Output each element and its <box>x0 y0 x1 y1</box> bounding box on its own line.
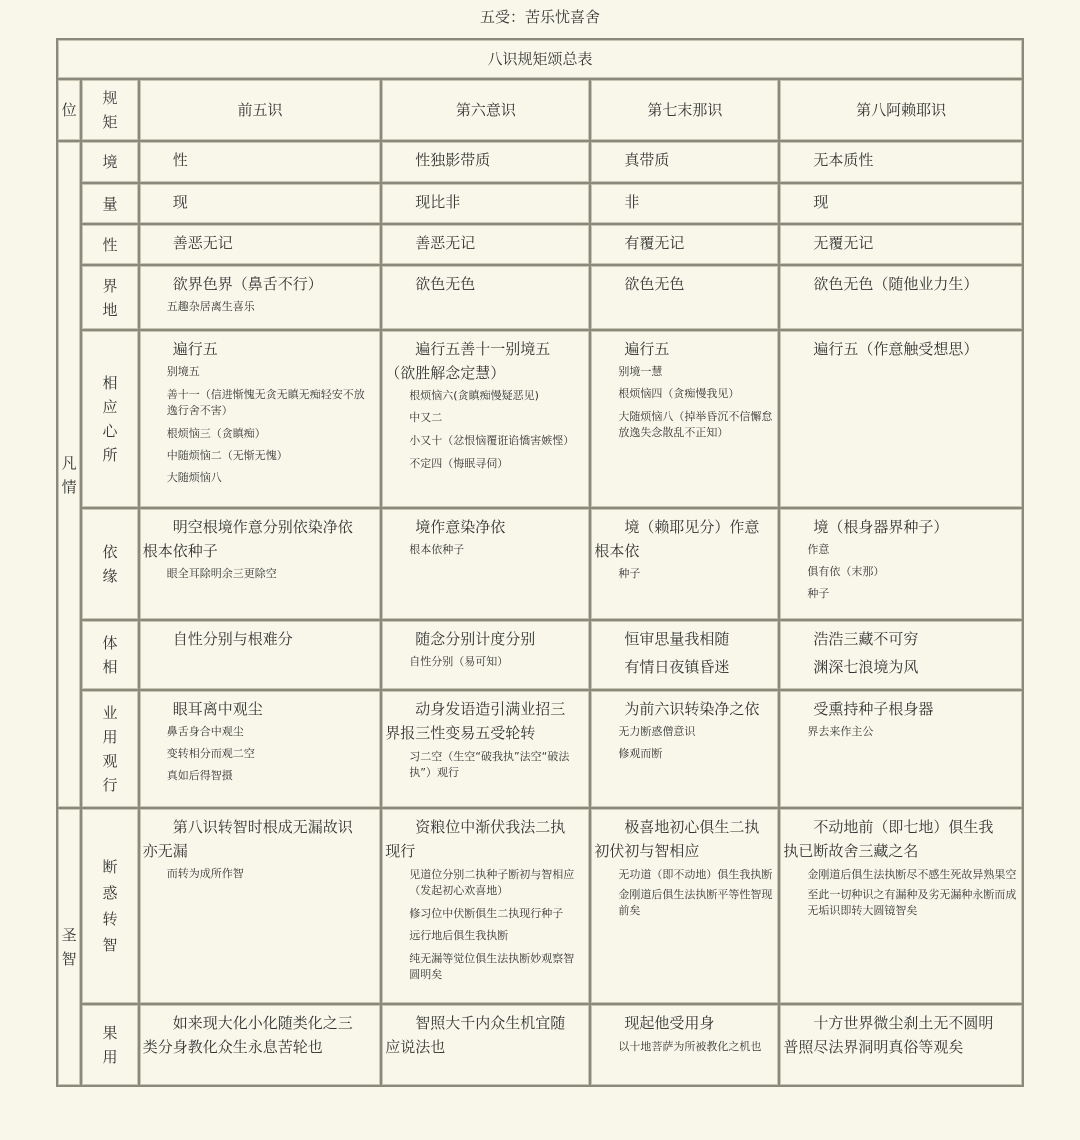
cell-guoyong-c4: 十方世界微尘刹土无不圆明 普照尽法界洞明真俗等观矣 <box>780 1005 1022 1085</box>
cell-yiyuan-c4: 境（根身器界种子） 作意 俱有依（末那） 种子 <box>780 509 1022 619</box>
eight-consciousness-table <box>56 38 1024 1087</box>
cell-jiedi-c2: 欲色无色 <box>382 266 589 329</box>
cell-xing-c3: 有覆无记 <box>591 225 778 264</box>
row-duanhuo <box>58 809 1022 1003</box>
cell-tixiang-c4: 浩浩三藏不可穷 渊深七浪境为风 <box>780 621 1022 689</box>
row-label-xiangying: 相应心所 <box>82 331 138 507</box>
cell-xing-c1: 善恶无记 <box>140 225 381 264</box>
cell-liang-c1: 现 <box>140 184 381 223</box>
header-first-five: 前五识 <box>140 80 381 140</box>
position-sheng: 圣智 <box>58 809 80 1085</box>
cell-jing-c3: 真带质 <box>591 142 778 182</box>
table-title: 八识规矩颂总表 <box>58 40 1022 78</box>
row-xiangying <box>58 331 1022 507</box>
row-label-jiedi: 界地 <box>82 266 138 329</box>
cell-yiyuan-c3: 境（赖耶见分）作意 根本依 种子 <box>591 509 778 619</box>
row-label-xing: 性 <box>82 225 138 264</box>
cell-duanhuo-c2: 资粮位中渐伏我法二执 现行 见道位分别二执种子断初与智相应（发起初心欢喜地） 修习位中伏断俱生二执现行种子 远行地后俱生我执断 纯无漏等觉位俱生法执断妙观察智圆明矣 <box>382 809 589 1003</box>
cell-jing-c1: 性 <box>140 142 381 182</box>
header-position: 位 <box>58 80 80 140</box>
cell-jiedi-c4: 欲色无色（随他业力生） <box>780 266 1022 329</box>
cell-jing-c4: 无本质性 <box>780 142 1022 182</box>
cell-tixiang-c2: 随念分别计度分别 自性分别（易可知） <box>382 621 589 689</box>
cell-yeyong-c1: 眼耳离中观尘 鼻舌身合中观尘 变转相分而观二空 真如后得智摄 <box>140 691 381 807</box>
position-fan: 凡情 <box>58 142 80 807</box>
cell-yeyong-c2: 动身发语造引满业招三 界报三性变易五受轮转 习二空（生空“破我执”法空“破法执”）观行 <box>382 691 589 807</box>
cell-guoyong-c2: 智照大千内众生机宜随 应说法也 <box>382 1005 589 1085</box>
cell-xiangying-c3: 遍行五 别境一慧 根烦恼四（贪痴慢我见） 大随烦恼八（掉举昏沉不信懈怠放逸失念散乱不正知） <box>591 331 778 507</box>
cell-duanhuo-c3: 极喜地初心俱生二执 初伏初与智相应 无功道（即不动地）俱生我执断 金刚道后俱生法执断平等性智现前矣 <box>591 809 778 1003</box>
cell-yiyuan-c2: 境作意染净依 根本依种子 <box>382 509 589 619</box>
row-jiedi <box>58 266 1022 329</box>
cell-yeyong-c4: 受熏持种子根身器 界去来作主公 <box>780 691 1022 807</box>
cell-tixiang-c3: 恒审思量我相随 有情日夜镇昏迷 <box>591 621 778 689</box>
cell-guoyong-c1: 如来现大化小化随类化之三 类分身教化众生永息苦轮也 <box>140 1005 381 1085</box>
row-label-liang: 量 <box>82 184 138 223</box>
row-yeyong <box>58 691 1022 807</box>
row-label-guoyong: 果用 <box>82 1005 138 1085</box>
row-tixiang <box>58 621 1022 689</box>
cell-xiangying-c2: 遍行五善十一别境五 （欲胜解念定慧） 根烦恼六(贪瞋痴慢疑恶见) 中又二 小又十（忿恨恼覆诳谄憍害嫉悭） 不定四（悔眠寻伺） <box>382 331 589 507</box>
cell-xiangying-c4: 遍行五（作意触受想思） <box>780 331 1022 507</box>
row-jing <box>58 142 1022 182</box>
cell-jing-c2: 性独影带质 <box>382 142 589 182</box>
cell-yiyuan-c1: 明空根境作意分别依染净依 根本依种子 眼全耳除明余三更除空 <box>140 509 381 619</box>
row-guoyong <box>58 1005 1022 1085</box>
cell-xing-c2: 善恶无记 <box>382 225 589 264</box>
row-yiyuan <box>58 509 1022 619</box>
cell-guoyong-c3: 现起他受用身 以十地菩萨为所被教化之机也 <box>591 1005 778 1085</box>
cell-tixiang-c1: 自性分别与根难分 <box>140 621 381 689</box>
row-label-jing: 境 <box>82 142 138 182</box>
row-liang <box>58 184 1022 223</box>
header-row <box>58 80 1022 140</box>
row-label-yeyong: 业用观行 <box>82 691 138 807</box>
cell-duanhuo-c1: 第八识转智时根成无漏故识 亦无漏 而转为成所作智 <box>140 809 381 1003</box>
cell-xiangying-c1: 遍行五 别境五 善十一（信进惭愧无贪无瞋无痴轻安不放逸行舍不害） 根烦恼三（贪瞋痴） 中随烦恼二（无惭无愧） 大随烦恼八 <box>140 331 381 507</box>
cell-jiedi-c3: 欲色无色 <box>591 266 778 329</box>
header-eighth: 第八阿赖耶识 <box>780 80 1022 140</box>
row-xing <box>58 225 1022 264</box>
cell-jiedi-c1: 欲界色界（鼻舌不行） 五趣杂居离生喜乐 <box>140 266 381 329</box>
row-label-yiyuan: 依缘 <box>82 509 138 619</box>
cell-duanhuo-c4: 不动地前（即七地）俱生我 执已断故舍三藏之名 金刚道后俱生法执断尽不感生死故异熟果空 至此一切种识之有漏种及劣无漏种永断而成无垢识即转大圆镜智矣 <box>780 809 1022 1003</box>
cell-yeyong-c3: 为前六识转染净之依 无力断惑僧意识 修观而断 <box>591 691 778 807</box>
cell-xing-c4: 无覆无记 <box>780 225 1022 264</box>
cell-liang-c2: 现比非 <box>382 184 589 223</box>
row-label-tixiang: 体相 <box>82 621 138 689</box>
table-title-row <box>58 40 1022 78</box>
row-label-duanhuo: 断惑转智 <box>82 809 138 1003</box>
page-title: 五受：苦乐忧喜舍 <box>479 8 600 26</box>
cell-liang-c4: 现 <box>780 184 1022 223</box>
cell-liang-c3: 非 <box>591 184 778 223</box>
header-rule: 规矩 <box>82 80 138 140</box>
header-sixth: 第六意识 <box>382 80 589 140</box>
header-seventh: 第七末那识 <box>591 80 778 140</box>
